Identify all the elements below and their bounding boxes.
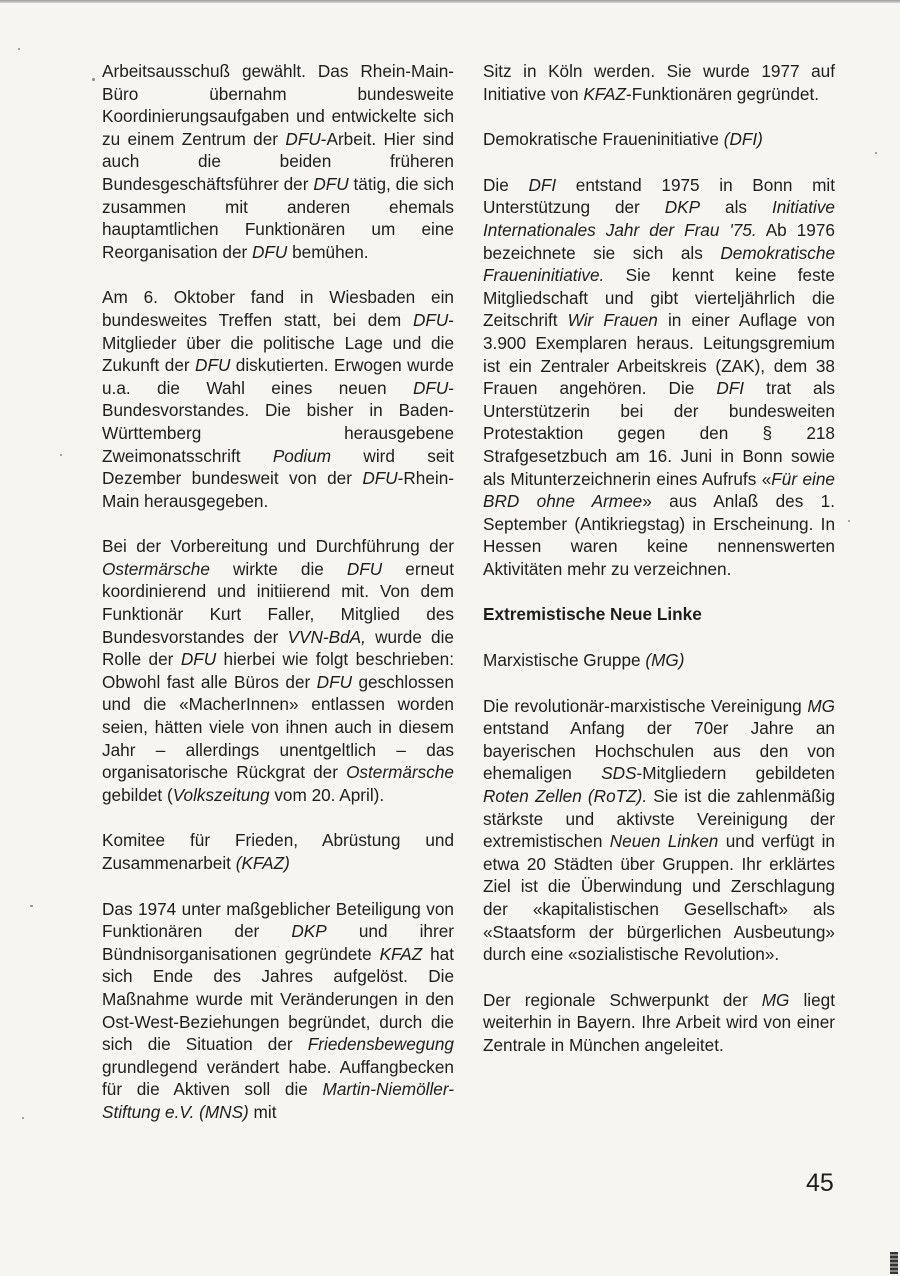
text-run: Sie ist die zahlenmäßig stärkste und aktivste Vereinigung der extremistischen	[483, 786, 835, 852]
left-text-column	[102, 60, 454, 1147]
italic-term: Demokratische Fraueninitiative.	[483, 242, 835, 286]
italic-term: Ostermärsche	[102, 558, 210, 579]
text-run: wird seit Dezember bundesweit von der	[102, 445, 454, 489]
italic-term: DFU	[195, 355, 231, 376]
italic-term: MG	[807, 695, 835, 716]
text-run: Der regionale Schwerpunkt der	[483, 989, 762, 1010]
text-run: tätig, die sich zusammen mit anderen ehemals hauptamtlichen Funktionären um eine Reorganisation der	[102, 173, 454, 262]
italic-term: DFU	[180, 649, 217, 670]
italic-term: DKP	[291, 921, 327, 942]
italic-term: Roten Zellen (RoTZ).	[483, 786, 648, 807]
text-run: bemühen.	[287, 241, 369, 262]
text-run: Sie kennt keine feste Mitgliedschaft und gibt vierteljährlich die Zeitschrift	[483, 265, 835, 331]
text-run: Komitee für Frieden, Abrüstung und Zusammenarbeit	[102, 830, 454, 873]
text-run: Die revolutionär-marxistische Vereinigung	[483, 695, 808, 716]
italic-term: VVN-BdA,	[287, 626, 366, 647]
text-run: liegt weiterhin in Bayern. Ihre Arbeit wird von einer Zentrale in München angeleitet.	[483, 989, 835, 1055]
text-run: Marxistische Gruppe	[483, 650, 646, 671]
text-run: wirkte die	[209, 558, 347, 579]
text-run: mit	[248, 1101, 277, 1122]
paragraph	[483, 695, 835, 966]
paragraph	[483, 60, 835, 105]
italic-term: Podium	[272, 445, 332, 466]
text-run: grundlegend verändert habe. Auffangbecken für die Aktiven soll die	[102, 1056, 454, 1100]
italic-term: DFI	[528, 174, 557, 195]
italic-term: Ostermärsche	[346, 762, 454, 783]
text-run: trat als Unterstützerin bei der bundesweiten Protestaktion gegen den § 218 Strafgesetzbuch am 16. Juni in Bonn sowie als Mitunterzeichnerin eines Aufrufs «	[483, 378, 835, 489]
italic-term: KFAZ	[583, 83, 626, 104]
text-run: vom 20. April).	[269, 784, 385, 805]
paragraph	[102, 829, 454, 874]
right-text-column	[483, 60, 835, 1080]
text-run: und ihrer Bündnisorganisationen gegründete	[102, 921, 454, 964]
text-run: gebildet (	[102, 784, 173, 805]
paragraph	[102, 286, 454, 512]
paragraph	[102, 535, 454, 806]
italic-term: Wir Frauen	[567, 310, 658, 331]
scan-speck	[30, 905, 33, 907]
text-run: entstand 1975 in Bonn mit Unterstützung der	[483, 174, 835, 218]
text-run: Am 6. Oktober fand in Wiesbaden ein bundesweites Treffen statt, bei dem	[102, 287, 454, 330]
text-run: -Bundesvorstandes. Die bisher in Baden-Württemberg herausgebene Zweimonatsschrift	[102, 377, 454, 466]
italic-term: (DFI)	[723, 129, 763, 150]
italic-term: DFU	[346, 558, 383, 579]
scan-speck	[18, 48, 20, 50]
text-run: diskutierten. Erwogen wurde u.a. die Wahl eines neuen	[102, 355, 454, 398]
text-run: Demokratische Fraueninitiative	[483, 129, 724, 150]
paragraph	[102, 898, 454, 1124]
text-run: Bei der Vorbereitung und Durchführung der	[102, 536, 454, 557]
text-run: entstand Anfang der 70er Jahre an bayerischen Hochschulen aus den von ehemaligen	[483, 718, 835, 784]
text-run: wurde die Rolle der	[102, 626, 454, 670]
italic-term: Volkszeitung	[172, 784, 270, 805]
italic-term: DFU	[252, 241, 288, 262]
italic-term: Friedensbewegung	[307, 1034, 454, 1055]
section-heading	[483, 603, 835, 626]
italic-term: DKP	[664, 197, 701, 218]
paragraph	[483, 989, 835, 1057]
text-run: geschlossen und die «MacherInnen» entlassen worden seien, hätten viele von ihnen auch in diesem Jahr – allerdings unentgeltlich – das organisatorische Rückgrat der	[102, 671, 454, 783]
italic-term: Martin-Niemöller-Stiftung e.V. (MNS)	[102, 1079, 454, 1122]
page-number: 45	[806, 1169, 834, 1197]
text-run: -Rhein-Main herausgegeben.	[102, 468, 454, 511]
text-run: hierbei wie folgt beschrieben: Obwohl fast alle Büros der	[102, 649, 455, 692]
text-run: » aus Anlaß des 1. September (Antikriegstag) in Erscheinung. In Hessen waren keine nennenswerten Aktivitäten mehr zu verzeichnen.	[483, 491, 835, 579]
italic-term: Initiative Internationales Jahr der Frau '75.	[483, 197, 835, 240]
italic-term: DFU	[412, 309, 449, 330]
italic-term: DFU	[362, 468, 398, 489]
italic-term: Für eine BRD ohne Armee	[483, 468, 835, 512]
italic-term: (KFAZ)	[235, 853, 290, 873]
italic-term: KFAZ	[379, 943, 423, 964]
text-run: Extremistische Neue Linke	[483, 604, 702, 625]
text-run: -Mitgliedern gebildeten	[636, 763, 835, 784]
scan-speck	[848, 520, 850, 522]
text-run: als	[700, 197, 772, 218]
text-run: -Funktionären gegründet.	[625, 83, 819, 104]
italic-term: (MG)	[645, 650, 685, 671]
text-run: Arbeitsausschuß gewählt. Das Rhein-Main-Büro übernahm bundesweite Koordinierungsaufgaben und entwickelte sich zu einem Zentrum der	[102, 61, 454, 149]
text-run: und verfügt in etwa 20 Städten über Gruppen. Ihr erklärtes Ziel ist die Überwindung und Zerschlagung der «kapitalistischen Gesellschaft» als «Staatsform der bürgerlichen Ausbeutung» durch eine «sozialistische Revolution».	[483, 831, 835, 965]
italic-term: MG	[761, 989, 790, 1010]
scan-speck	[92, 78, 95, 81]
text-run: in einer Auflage von 3.900 Exemplaren heraus. Leitungsgremium ist ein Zentraler Arbeitskreis (ZAK), dem 38 Frauen angehören. Die	[483, 310, 835, 399]
text-run: Sitz in Köln werden. Sie wurde 1977 auf Initiative von	[483, 61, 835, 104]
text-run: -Arbeit. Hier sind auch die beiden früheren Bundesgeschäftsführer der	[102, 128, 454, 194]
paragraph	[102, 60, 454, 263]
scan-speck	[875, 152, 877, 154]
italic-term: DFU	[313, 173, 349, 194]
italic-term: Neuen Linken	[609, 831, 719, 852]
italic-term: DFU	[316, 671, 352, 692]
text-run: erneut koordinierend und initiierend mit. Von dem Funktionär Kurt Faller, Mitglied des Bundesvorstandes der	[102, 558, 454, 647]
paragraph	[483, 174, 835, 581]
text-run: Ab 1976 bezeichnete sie sich als	[483, 219, 835, 263]
text-run: hat sich Ende des Jahres aufgelöst. Die Maßnahme wurde mit Veränderungen in den Ost-West-Beziehungen begründet, durch die sich die Situation der	[102, 943, 454, 1055]
paragraph	[483, 128, 835, 151]
text-run: Das 1974 unter maßgeblicher Beteiligung von Funktionären der	[102, 898, 454, 942]
scan-top-edge	[0, 0, 900, 3]
binding-mark	[890, 1252, 898, 1274]
italic-term: DFU	[285, 128, 321, 149]
italic-term: SDS	[601, 763, 637, 784]
scan-speck	[22, 1117, 24, 1119]
italic-term: DFI	[716, 378, 745, 399]
italic-term: DFU	[412, 377, 449, 398]
text-run: -Mitglieder über die politische Lage und die Zukunft der	[102, 309, 454, 376]
text-run: Die	[483, 174, 529, 195]
paragraph	[483, 649, 835, 672]
scan-speck	[60, 454, 62, 456]
